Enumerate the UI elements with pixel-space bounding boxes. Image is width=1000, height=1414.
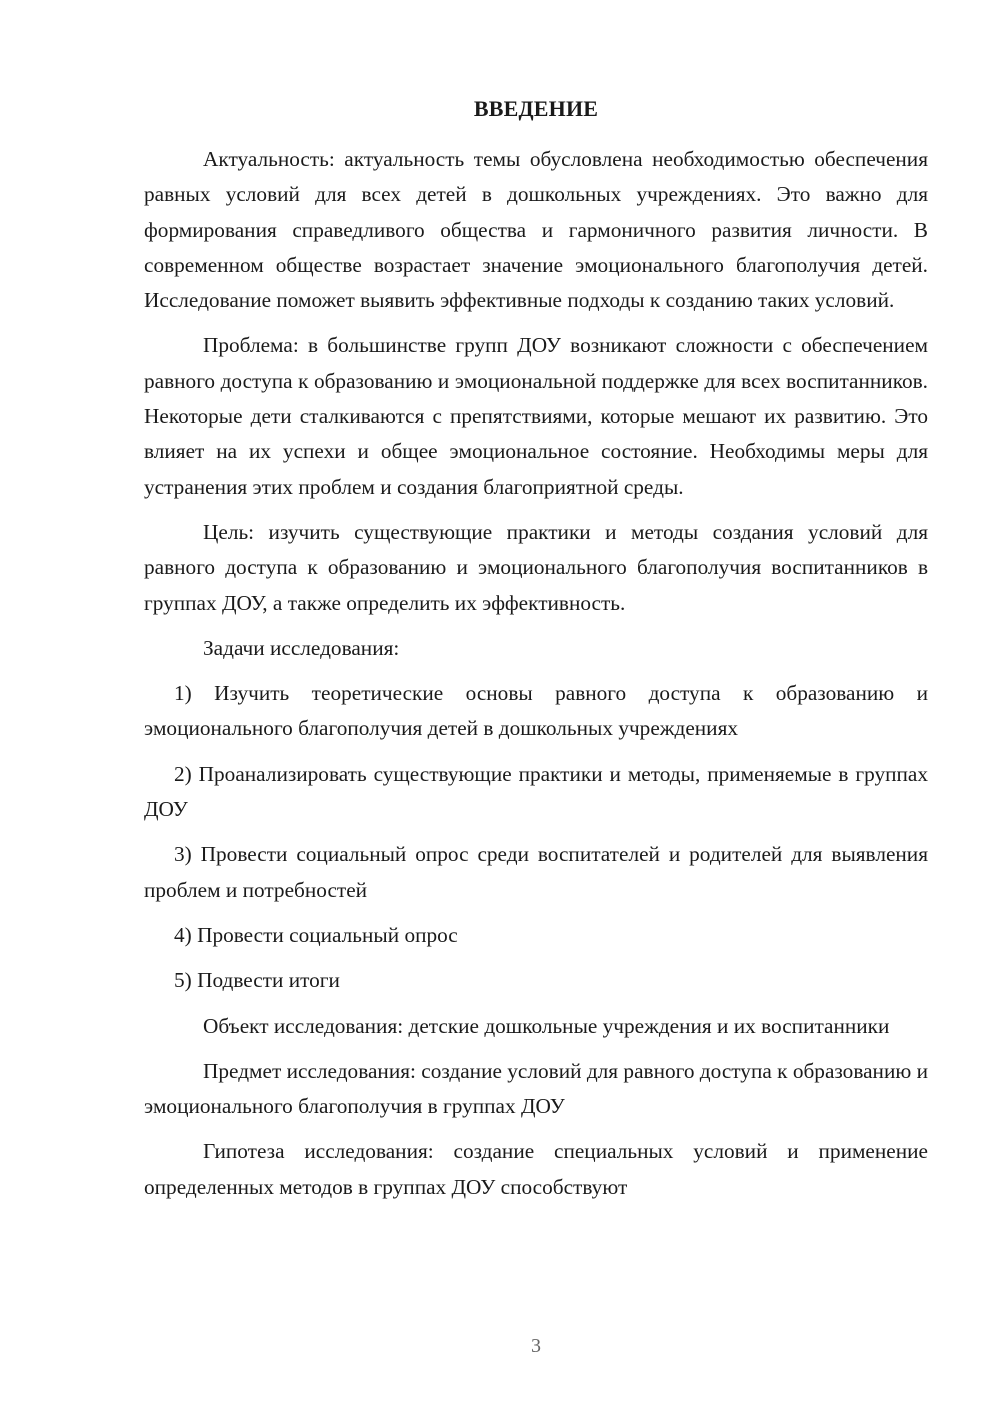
page-title: ВВЕДЕНИЕ — [473, 96, 599, 121]
task-item-3: 3) Провести социальный опрос среди воспитателей и родителей для выявления проблем и потребностей — [144, 842, 928, 902]
task-item-5: 5) Подвести итоги — [174, 968, 340, 993]
tasks-heading: Задачи исследования: — [203, 635, 400, 660]
hypothesis-paragraph: Гипотеза исследования: создание специальных условий и применение определенных методов в группах ДОУ способствуют — [144, 1139, 928, 1199]
object-paragraph: Объект исследования: детские дошкольные учреждения и их воспитанники — [203, 1013, 890, 1038]
goal-paragraph: Цель: изучить существующие практики и методы создания условий для равного доступа к образованию и эмоционального благополучия воспитанников в группах ДОУ, а также определить их эффективность. — [144, 519, 928, 615]
page-number: 3 — [531, 1335, 541, 1357]
document-page — [144, 92, 928, 1205]
problem-paragraph: Проблема: в большинстве групп ДОУ возникают сложности с обеспечением равного доступа к образованию и эмоциональной поддержке для всех воспитанников. Некоторые дети сталкиваются с препятствиями, которые мешают их развитию. Это влияет на их успехи и общее эмоциональное состояние. Необходимы меры для устранения этих проблем и создания благоприятной среды. — [144, 333, 928, 499]
relevance-paragraph: Актуальность: актуальность темы обусловлена необходимостью обеспечения равных условий для всех детей в дошкольных учреждениях. Это важно для формирования справедливого общества и гармоничного развития личности. В современном обществе возрастает значение эмоционального благополучия детей. Исследование поможет выявить эффективные подходы к созданию таких условий. — [144, 147, 928, 313]
subject-paragraph: Предмет исследования: создание условий для равного доступа к образованию и эмоционального благополучия в группах ДОУ — [144, 1058, 928, 1119]
task-item-2: 2) Проанализировать существующие практики и методы, применяемые в группах ДОУ — [144, 761, 928, 822]
task-item-4: 4) Провести социальный опрос — [174, 922, 458, 947]
task-item-1: 1) Изучить теоретические основы равного доступа к образованию и эмоционального благополучия детей в дошкольных учреждениях — [144, 681, 928, 741]
